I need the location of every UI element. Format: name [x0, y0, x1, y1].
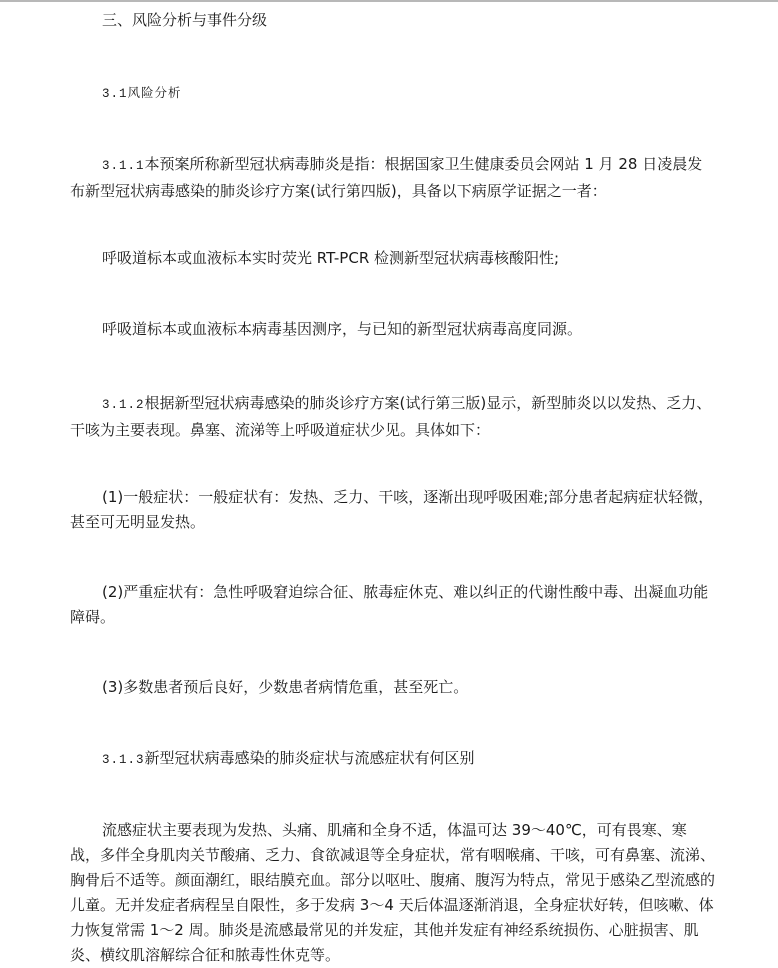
- subheading-3-1: [70, 80, 715, 107]
- subheading-3-1-label: 3.1风险分析: [102, 87, 182, 101]
- section-heading: 三、风险分析与事件分级: [102, 11, 268, 29]
- paragraph-3-1-1: [70, 152, 715, 204]
- paragraph-3-1-2-text: 根据新型冠状病毒感染的肺炎诊疗方案(试行第三版)显示，新型肺炎以以发热、乏力、干咳为主要表现。鼻塞、流涕等上呼吸道症状少见。具体如下：: [70, 394, 712, 439]
- symptom-prognosis: (3)多数患者预后良好，少数患者病情危重，甚至死亡。: [102, 678, 469, 696]
- symptom-severe: (2)严重症状有：急性呼吸窘迫综合征、脓毒症休克、难以纠正的代谢性酸中毒、出凝血功能障碍。: [70, 583, 709, 626]
- symptom-general: (1)一般症状：一般症状有：发热、乏力、干咳，逐渐出现呼吸困难;部分患者起病症状轻微，甚至可无明显发热。: [70, 488, 714, 531]
- flu-symptoms-paragraph: 流感症状主要表现为发热、头痛、肌痛和全身不适，体温可达 39～40℃，可有畏寒、寒战，多伴全身肌肉关节酸痛、乏力、食欲减退等全身症状，常有咽喉痛、干咳，可有鼻塞、流涕、胸骨后不适等。颜面潮红，眼结膜充血。部分以呕吐、腹痛、腹泻为特点，常见于感染乙型流感的儿童。无并发症者病程呈自限性，多于发病 3～4 天后体温逐渐消退，全身症状好转，但咳嗽、体力恢复常需 1～2 周。肺炎是流感最常见的并发症，其他并发症有神经系统损伤、心脏损害、肌炎、横纹肌溶解综合征和脓毒性休克等。: [70, 821, 716, 964]
- paragraph-3-1-1-number: 3.1.1: [102, 159, 145, 173]
- paragraph-3-1-2: [70, 391, 715, 443]
- heading-3-1-3: [70, 746, 715, 773]
- paragraph-3-1-2-number: 3.1.2: [102, 398, 145, 412]
- paragraph-3-1-1-text: 本预案所称新型冠状病毒肺炎是指：根据国家卫生健康委员会网站 1 月 28 日凌晨发布新型冠状病毒感染的肺炎诊疗方案(试行第四版)，具备以下病原学证据之一者：: [70, 155, 703, 200]
- criterion-1: 呼吸道标本或血液标本实时荧光 RT-PCR 检测新型冠状病毒核酸阳性;: [102, 249, 560, 267]
- heading-3-1-3-text: 新型冠状病毒感染的肺炎症状与流感症状有何区别: [144, 749, 475, 767]
- heading-3-1-3-number: 3.1.3: [102, 753, 145, 767]
- criterion-2: 呼吸道标本或血液标本病毒基因测序，与已知的新型冠状病毒高度同源。: [102, 320, 583, 338]
